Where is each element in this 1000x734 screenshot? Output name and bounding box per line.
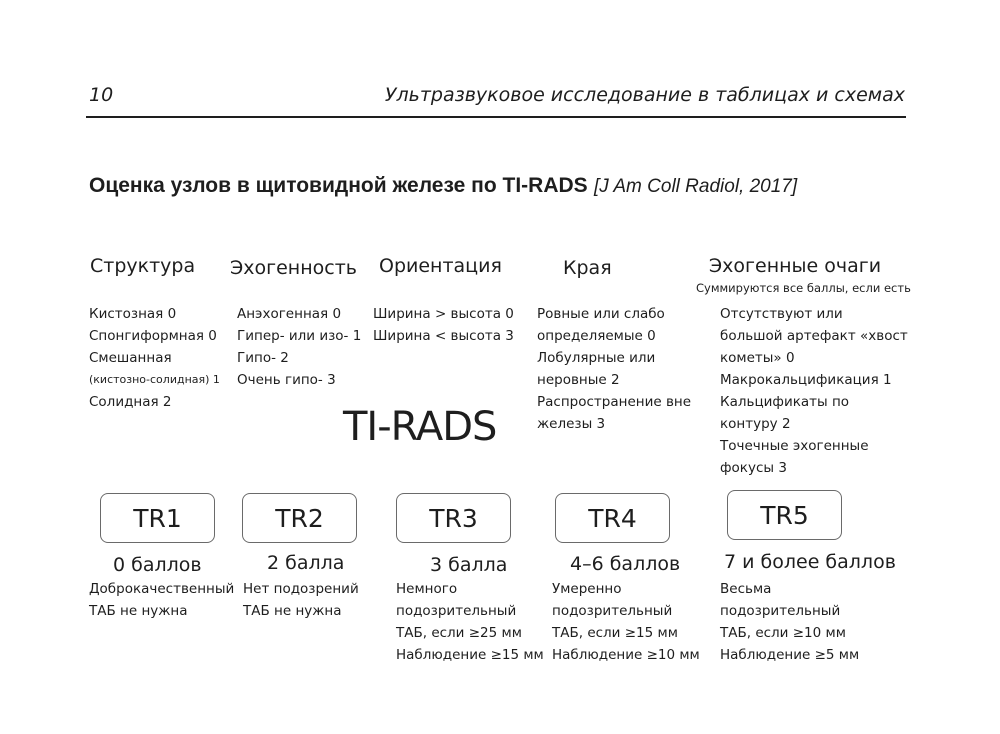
tr3-code: TR3 bbox=[429, 503, 478, 533]
list-item: Очень гипо- 3 bbox=[237, 372, 336, 388]
list-item: Доброкачественный bbox=[89, 581, 235, 597]
figure-citation: [J Am Coll Radiol, 2017] bbox=[594, 176, 798, 197]
tr5-box bbox=[727, 490, 842, 540]
figure-title bbox=[89, 173, 797, 198]
list-item: Весьма bbox=[720, 581, 772, 597]
list-item: большой артефакт «хвост bbox=[720, 328, 908, 344]
list-item: Наблюдение ≥10 мм bbox=[552, 647, 700, 663]
tr2-code: TR2 bbox=[275, 503, 324, 533]
tr2-box bbox=[242, 493, 357, 543]
tirads-center-label: TI-RADS bbox=[343, 404, 497, 450]
list-item: Анэхогенная 0 bbox=[237, 306, 342, 322]
figure-title-text: Оценка узлов в щитовидной железе по TI-RADS bbox=[89, 174, 588, 197]
echogenicity-list bbox=[237, 303, 361, 391]
margins-list bbox=[537, 303, 691, 435]
tr5-code: TR5 bbox=[760, 500, 809, 530]
tr5-score: 7 и более баллов bbox=[724, 551, 896, 573]
list-item: Кальцификаты по bbox=[720, 394, 850, 410]
list-item: ТАБ не нужна bbox=[89, 603, 188, 619]
header-rule bbox=[86, 116, 906, 118]
list-item: Нет подозрений bbox=[243, 581, 359, 597]
tr3-score: 3 балла bbox=[430, 554, 508, 576]
list-item: Немного bbox=[396, 581, 458, 597]
list-item: железы 3 bbox=[537, 416, 606, 432]
list-item: Смешанная bbox=[89, 350, 172, 366]
list-item: Распространение вне bbox=[537, 394, 692, 410]
foci-note: Суммируются все баллы, если есть bbox=[696, 281, 911, 295]
list-item: подозрительный bbox=[552, 603, 673, 619]
list-item: Гипер- или изо- 1 bbox=[237, 328, 362, 344]
tr1-box bbox=[100, 493, 215, 543]
tr1-code: TR1 bbox=[133, 503, 182, 533]
list-item: Ширина < высота 3 bbox=[373, 328, 514, 344]
tr4-description bbox=[552, 578, 700, 666]
tr3-description bbox=[396, 578, 544, 666]
list-item: кометы» 0 bbox=[720, 350, 795, 366]
running-title: Ультразвуковое исследование в таблицах и схемах bbox=[384, 84, 905, 106]
list-item: Наблюдение ≥15 мм bbox=[396, 647, 544, 663]
structure-list bbox=[89, 303, 220, 413]
page-number: 10 bbox=[89, 84, 114, 106]
orientation-heading: Ориентация bbox=[379, 255, 502, 277]
structure-heading: Структура bbox=[90, 255, 196, 277]
tr3-box bbox=[396, 493, 511, 543]
list-item: Ровные или слабо bbox=[537, 306, 665, 322]
list-item: Лобулярные или bbox=[537, 350, 656, 366]
list-item: Наблюдение ≥5 мм bbox=[720, 647, 860, 663]
foci-heading: Эхогенные очаги bbox=[708, 255, 882, 277]
list-item: Умеренно bbox=[552, 581, 622, 597]
list-item: Спонгиформная 0 bbox=[89, 328, 217, 344]
list-item: Солидная 2 bbox=[89, 394, 172, 410]
tr4-code: TR4 bbox=[588, 503, 637, 533]
tr2-description bbox=[243, 578, 359, 622]
list-item: контуру 2 bbox=[720, 416, 791, 432]
list-item: определяемые 0 bbox=[537, 328, 656, 344]
tr4-box bbox=[555, 493, 670, 543]
list-item: подозрительный bbox=[720, 603, 841, 619]
list-item: (кистозно-солидная) 1 bbox=[89, 373, 220, 386]
foci-list bbox=[720, 303, 908, 479]
list-item: подозрительный bbox=[396, 603, 517, 619]
list-item: Отсутствуют или bbox=[720, 306, 843, 322]
list-item: ТАБ, если ≥25 мм bbox=[396, 625, 522, 641]
list-item: ТАБ не нужна bbox=[243, 603, 342, 619]
list-item: Макрокальцификация 1 bbox=[720, 372, 892, 388]
tr5-description bbox=[720, 578, 859, 666]
echogenicity-heading: Эхогенность bbox=[230, 257, 357, 279]
list-item: Точечные эхогенные bbox=[720, 438, 869, 454]
list-item: Кистозная 0 bbox=[89, 306, 177, 322]
tr4-score: 4–6 баллов bbox=[570, 553, 681, 575]
list-item: ТАБ, если ≥15 мм bbox=[552, 625, 678, 641]
orientation-list bbox=[373, 303, 514, 347]
tr2-score: 2 балла bbox=[267, 552, 345, 574]
tr1-description bbox=[89, 578, 234, 622]
list-item: Ширина > высота 0 bbox=[373, 306, 514, 322]
list-item: ТАБ, если ≥10 мм bbox=[720, 625, 846, 641]
tr1-score: 0 баллов bbox=[113, 554, 202, 576]
list-item: Гипо- 2 bbox=[237, 350, 289, 366]
margins-heading: Края bbox=[563, 257, 612, 279]
list-item: фокусы 3 bbox=[720, 460, 787, 476]
list-item: неровные 2 bbox=[537, 372, 620, 388]
